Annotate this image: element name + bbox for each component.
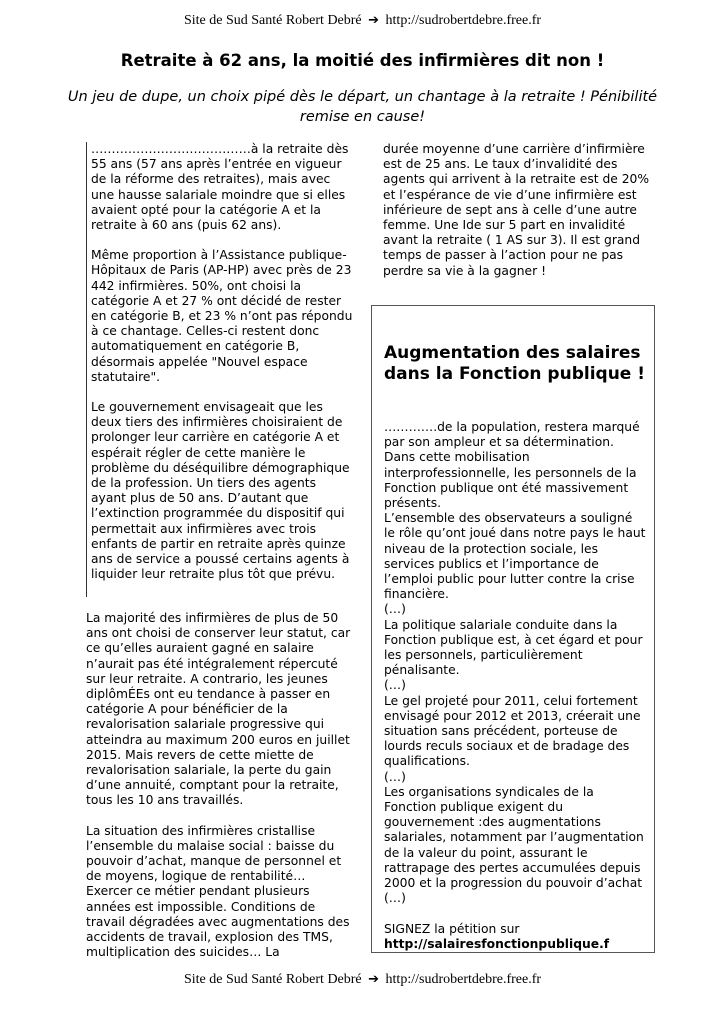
arrow-right-icon: ➔ — [368, 13, 380, 28]
right-column-intro — [383, 142, 653, 279]
box-body — [384, 420, 646, 952]
spacer — [384, 907, 646, 922]
arrow-right-icon: ➔ — [368, 972, 380, 987]
page-header — [0, 13, 725, 29]
header-site-name: Site de Sud Santé Robert Debré — [183, 13, 362, 28]
paragraph: Même proportion à l’Assistance publique-Hôpitaux de Paris (AP-HP) avec près de 23 442 infirmières. 50%, ont choisi la catégorie A et 27 % ont décidé de rester en catégorie B, et 23 % n’ont pas répondu à ce chantage. Celles-ci restent donc automatiquement en catégorie B, désormais appelée "Nouvel espace statutaire". — [91, 248, 353, 384]
box-line: Le gel projeté pour 2011, celui fortement envisagé pour 2012 et 2013, créerait une situation sans précédent, porteuse de lourds reculs sociaux et de bradage des qualifications. — [384, 693, 641, 769]
page-footer — [0, 972, 725, 988]
box-line: La politique salariale conduite dans la Fonction publique est, à cet égard et pour les personnels, particulièrement pénalisante. — [384, 617, 643, 678]
left-column-section — [86, 611, 354, 975]
header-url-link[interactable]: http://sudrobertdebre.free.fr — [385, 13, 542, 28]
page-title: Retraite à 62 ans, la moitié des infirmières dit non ! — [120, 51, 605, 70]
page-subtitle: Un jeu de dupe, un choix pipé dès le départ, un chantage à la retraite ! Pénibilité remise en cause! — [67, 89, 658, 125]
paragraph: durée moyenne d’une carrière d’infirmière est de 25 ans. Le taux d’invalidité des agents qui arrivent à la retraite est de 20% et l’espérance de vie d’une infirmière est inférieure de sept ans à celle d’une autre femme. Une Ide sur 5 part en invalidité avant la retraite ( 1 AS sur 3). Il est grand temps de passer à l’action pour ne pas perdre sa vie à la gagner ! — [383, 142, 650, 278]
footer-url-link[interactable]: http://sudrobertdebre.free.fr — [385, 972, 542, 987]
paragraph: La majorité des infirmières de plus de 50 ans ont choisi de conserver leur statut, car ce qu’elles auraient gagné en salaire n’aurait pas été intégralement répercuté sur leur retraite. A contrario, les jeunes diplômÉEs ont eu tendance à passer en catégorie A pour bénéficier de la revalorisation salariale progressive qui atteindra au maximum 200 euros en juillet 2015. Mais revers de cette miette de revalorisation salariale, la perte du gain d’une annuité, comptant pour la retraite, tous les 10 ans travaillés. — [86, 611, 351, 808]
salary-petition-box — [371, 305, 655, 953]
left-column-bordered-section — [86, 142, 353, 597]
box-heading: Augmentation des salaires dans la Fonction publique ! — [384, 343, 646, 384]
petition-text: SIGNEZ la pétition sur — [384, 921, 520, 936]
paragraph: …………………………………à la retraite dès 55 ans (57 ans après l’entrée en vigueur de la réforme des retraites), mais avec une hausse salariale moindre que si elles avaient opté pour la catégorie A et la retraite à 60 ans (puis 62 ans). — [91, 142, 349, 233]
petition-link[interactable]: http://salairesfonctionpublique.f — [384, 936, 610, 951]
box-line: (…) — [384, 678, 406, 693]
box-line: ………….de la population, restera marqué par son ampleur et sa détermination. — [384, 420, 640, 450]
footer-site-name: Site de Sud Santé Robert Debré — [183, 972, 362, 987]
box-line: Les organisations syndicales de la Fonction publique exigent du gouvernement :des augmentations salariales, notamment par l’augmentation de la valeur du point, assurant le rattrapage des pertes accumulées depuis 2000 et la progression du pouvoir d’achat (…) — [384, 784, 644, 906]
box-line: (…) — [384, 602, 406, 617]
box-line: Dans cette mobilisation interprofessionnelle, les personnels de la Fonction publique ont été massivement présents. — [384, 450, 637, 511]
box-line: L’ensemble des observateurs a souligné le rôle qu’ont joué dans notre pays le haut niveau de la protection sociale, les services publics et l’importance de l’emploi public pour lutter contre la crise financière. — [384, 511, 646, 602]
paragraph: Le gouvernement envisageait que les deux tiers des infirmières choisiraient de prolonger leur carrière en catégorie A et espérait régler de cette manière le problème du déséquilibre démographique de la profession. Un tiers des agents ayant plus de 50 ans. D’autant que l’extinction programmée du dispositif qui permettait aux infirmières avec trois enfants de partir en retraite après quinze ans de service a poussé certains agents à liquider leur retraite plus tôt que prévu. — [91, 400, 350, 582]
paragraph: La situation des infirmières cristallise l’ensemble du malaise social : baisse du pouvoir d’achat, manque de personnel et de moyens, logique de rentabilité… Exercer ce métier pendant plusieurs années est impossible. Conditions de travail dégradées avec augmentations des accidents de travail, explosion des TMS, multiplication des suicides… La — [86, 823, 350, 960]
box-line: (…) — [384, 769, 406, 784]
